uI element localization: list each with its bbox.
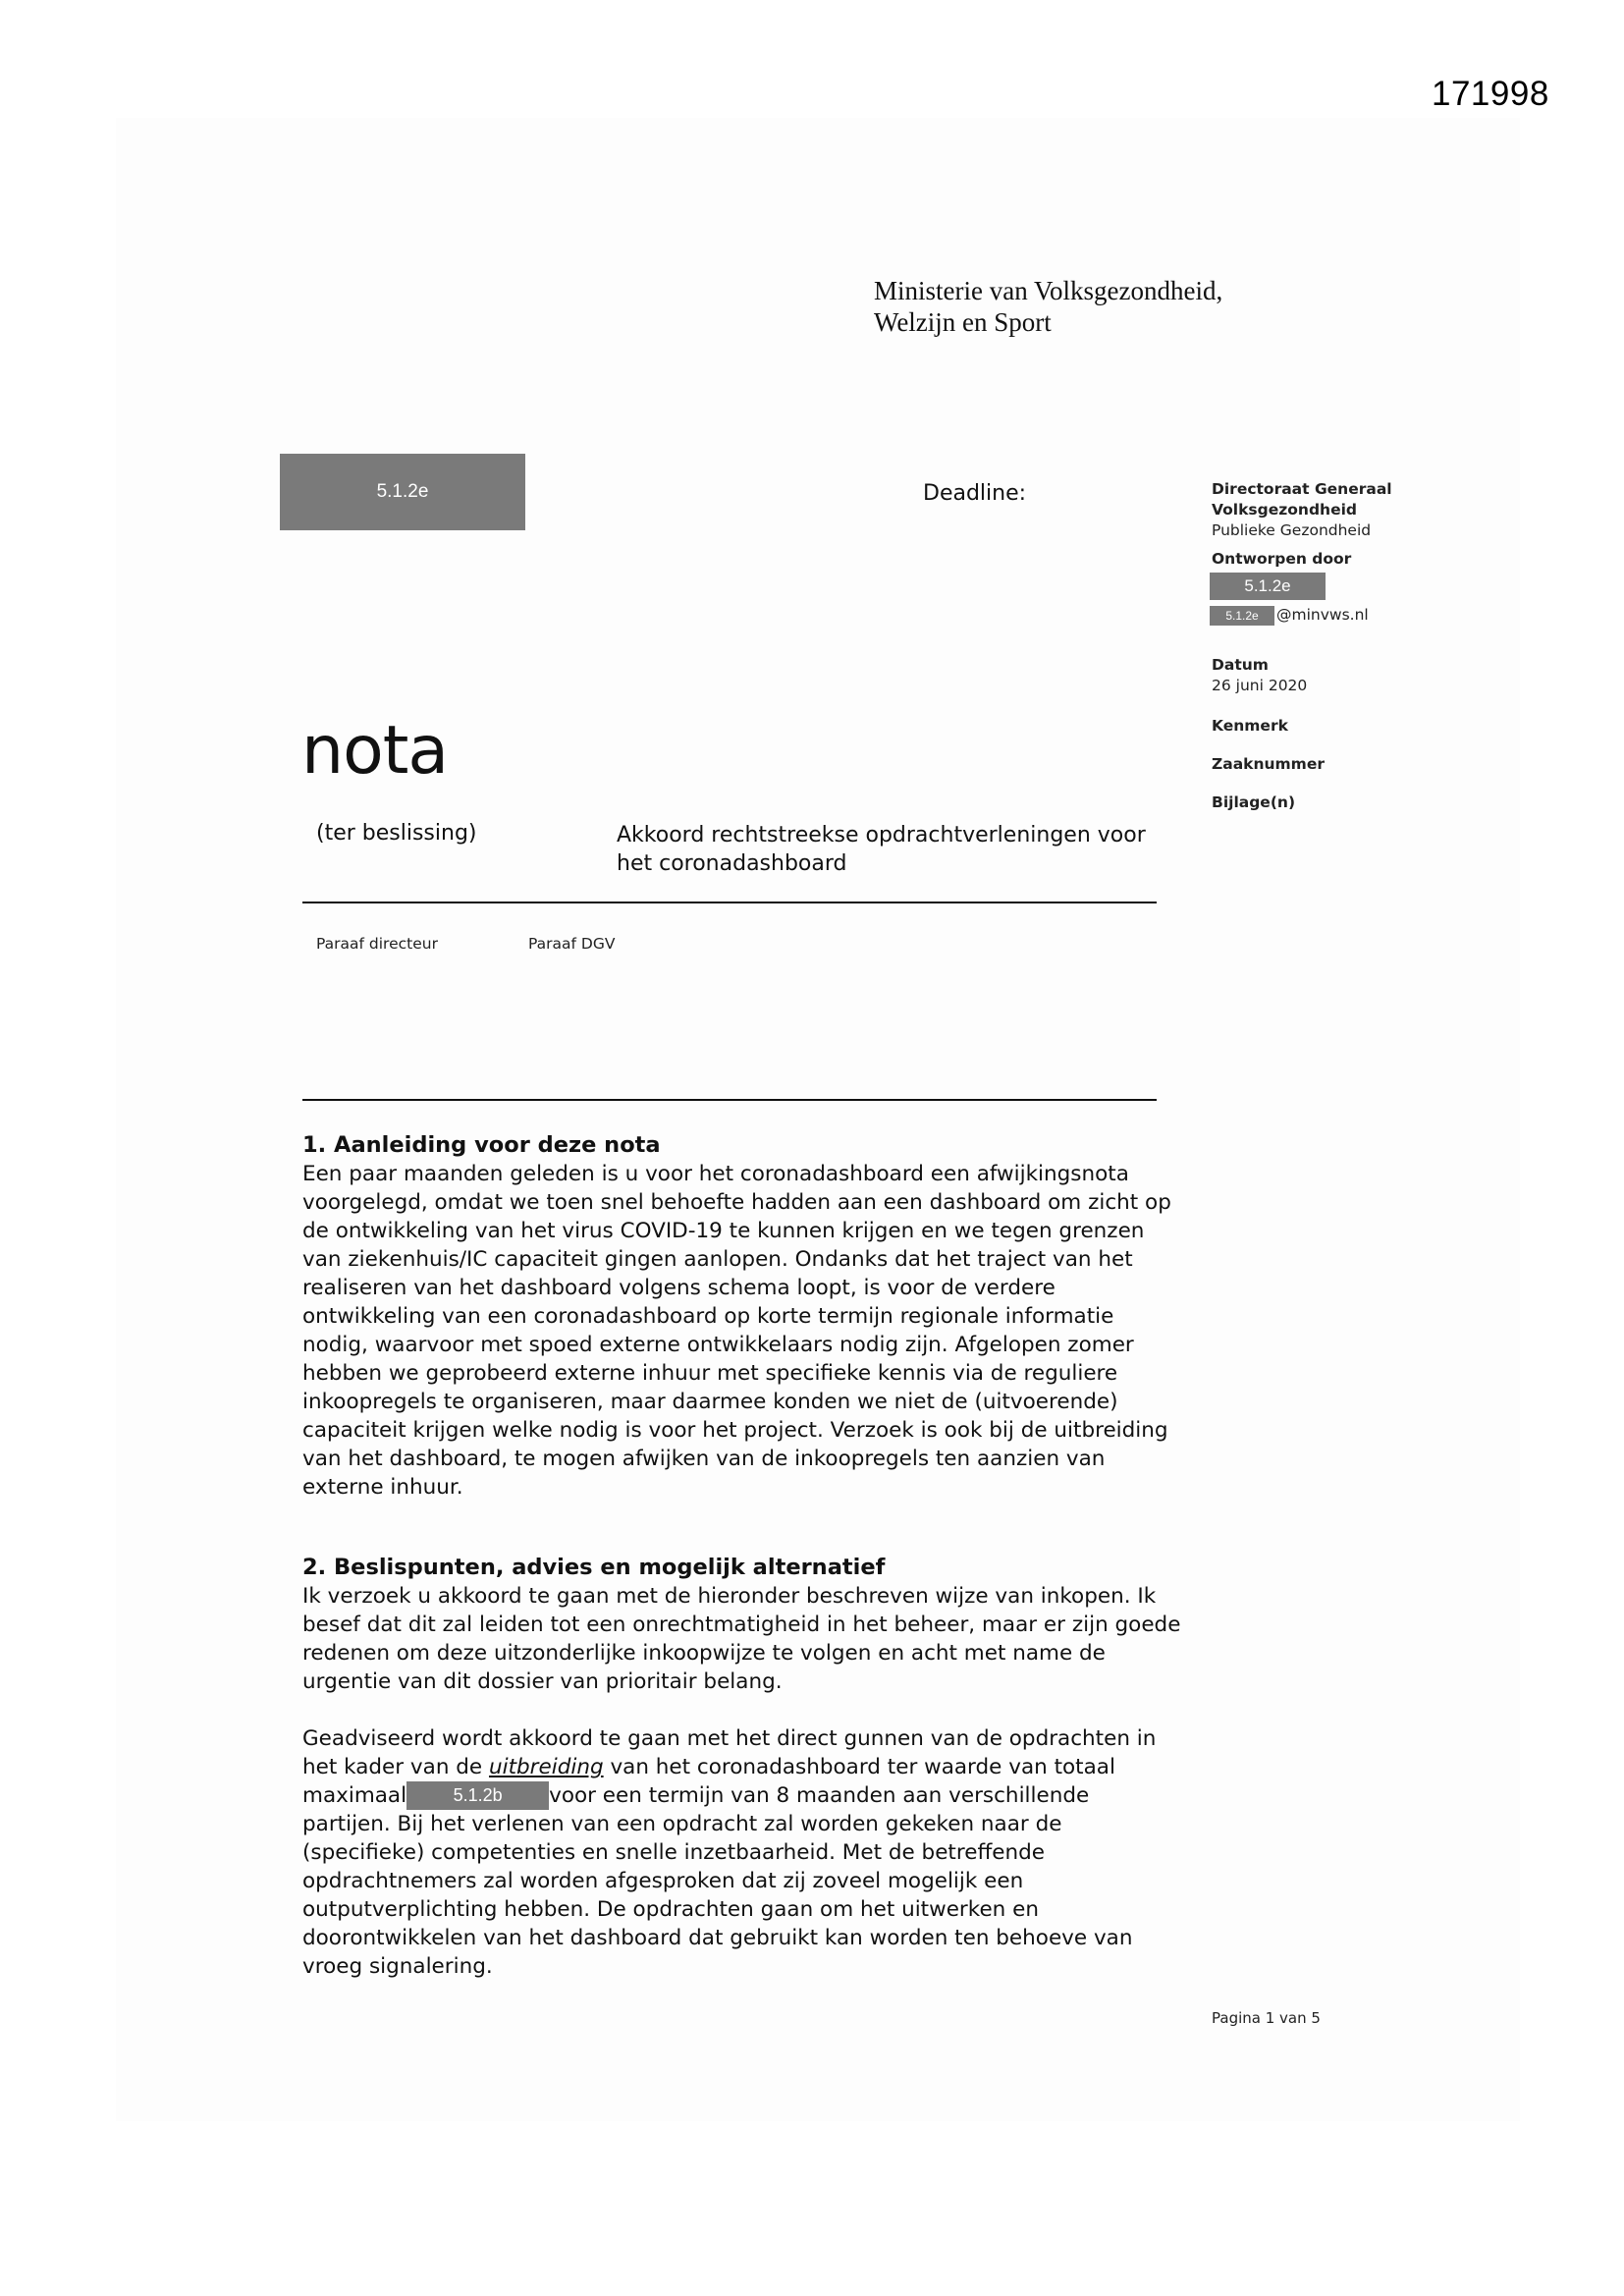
- email-suffix: @minvws.nl: [1276, 606, 1369, 624]
- text-segment: voor een termijn van 8 maanden aan verschillende: [549, 1783, 1090, 1808]
- section-1-line: externe inhuur.: [302, 1475, 463, 1500]
- section-2-p1-line: besef dat dit zal leiden tot een onrechtmatigheid in het beheer, maar er zijn goede: [302, 1613, 1181, 1637]
- nota-title: nota: [301, 712, 449, 790]
- section-2-p2-line: (specifieke) competenties en snelle inzetbaarheid. Met de betreffende: [302, 1840, 1045, 1865]
- section-1-line: ontwikkeling van een coronadashboard op korte termijn regionale informatie: [302, 1304, 1114, 1329]
- paraaf-director-label: Paraaf directeur: [316, 935, 438, 953]
- text-segment: het kader van de: [302, 1755, 489, 1779]
- attachments-label: Bijlage(n): [1212, 793, 1296, 811]
- redaction-block-top: 5.1.2e: [280, 454, 525, 530]
- text-segment: van het coronadashboard ter waarde van totaal: [603, 1755, 1115, 1779]
- amount-redaction: 5.1.2b: [406, 1781, 549, 1810]
- designed-by-redaction: 5.1.2e: [1210, 573, 1326, 600]
- section-1-line: van het dashboard, te mogen afwijken van de inkoopregels ten aanzien van: [302, 1447, 1106, 1471]
- emphasized-word: uitbreiding: [488, 1755, 604, 1779]
- section-1: [302, 1131, 1206, 1502]
- ministry-line-1: Ministerie van Volksgezondheid,: [874, 276, 1223, 305]
- section-1-line: realiseren van het dashboard volgens schema loopt, is voor de verdere: [302, 1276, 1056, 1300]
- section-1-line: voorgelegd, omdat we toen snel behoefte hadden aan een dashboard om zicht op: [302, 1190, 1171, 1215]
- document-number: 171998: [1432, 75, 1549, 113]
- divider-top: [302, 902, 1157, 903]
- section-1-heading: 1. Aanleiding voor deze nota: [302, 1132, 661, 1158]
- section-2-p2-line: vroeg signalering.: [302, 1954, 493, 1979]
- department-line-2: Volksgezondheid: [1212, 501, 1358, 519]
- section-2-p2-line: partijen. Bij het verlenen van een opdracht zal worden gekeken naar de: [302, 1812, 1062, 1836]
- department-line-3: Publieke Gezondheid: [1212, 521, 1372, 539]
- section-1-line: de ontwikkeling van het virus COVID-19 te kunnen krijgen en we tegen grenzen: [302, 1219, 1145, 1243]
- department-line-1: Directoraat Generaal: [1212, 480, 1392, 498]
- date-label: Datum: [1212, 656, 1269, 674]
- divider-bottom: [302, 1099, 1157, 1101]
- nota-subject: [617, 821, 1166, 878]
- email-line: [1210, 605, 1408, 626]
- date-value: 26 juni 2020: [1212, 677, 1308, 694]
- section-1-line: capaciteit krijgen welke nodig is voor het project. Verzoek is ook bij de uitbreiding: [302, 1418, 1168, 1443]
- section-2-p2-line-emph: [302, 1753, 1206, 1781]
- ministry-logo-text: [874, 275, 1222, 338]
- section-1-line: hebben we geprobeerd externe inhuur met specifieke kennis via de reguliere: [302, 1361, 1118, 1386]
- reference-label: Kenmerk: [1212, 717, 1288, 735]
- section-2-p1-line: Ik verzoek u akkoord te gaan met de hieronder beschreven wijze van inkopen. Ik: [302, 1584, 1157, 1609]
- section-2-p2-line: Geadviseerd wordt akkoord te gaan met het direct gunnen van de opdrachten in: [302, 1726, 1157, 1751]
- ministry-line-2: Welzijn en Sport: [874, 307, 1052, 337]
- section-2-p2-line: opdrachtnemers zal worden afgesproken dat zij zoveel mogelijk een: [302, 1869, 1024, 1893]
- email-redaction: 5.1.2e: [1210, 606, 1274, 626]
- section-2-p1-line: redenen om deze uitzonderlijke inkoopwijze te volgen en acht met name de: [302, 1641, 1106, 1666]
- section-2-p1-line: urgentie van dit dossier van prioritair belang.: [302, 1669, 783, 1694]
- section-2-heading: 2. Beslispunten, advies en mogelijk alternatief: [302, 1555, 886, 1580]
- section-2: [302, 1554, 1206, 1981]
- section-1-line: nodig, waarvoor met spoed externe ontwikkelaars nodig zijn. Afgelopen zomer: [302, 1333, 1134, 1357]
- section-1-line: inkoopregels te organiseren, maar daarmee konden we niet de (uitvoerende): [302, 1390, 1118, 1414]
- paraaf-dgv-label: Paraaf DGV: [528, 935, 616, 953]
- section-2-p2-line: doorontwikkelen van het dashboard dat gebruikt kan worden ten behoeve van: [302, 1926, 1133, 1950]
- section-2-p2-line: outputverplichting hebben. De opdrachten gaan om het uitwerken en: [302, 1897, 1039, 1922]
- section-2-p2-line-redacted: [302, 1781, 1206, 1810]
- subject-line-1: Akkoord rechtstreekse opdrachtverleningen voor: [617, 823, 1146, 847]
- designed-by-label: Ontworpen door: [1212, 550, 1352, 568]
- nota-type: (ter beslissing): [316, 821, 477, 846]
- subject-line-2: het coronadashboard: [617, 851, 847, 876]
- deadline-label: Deadline:: [923, 481, 1027, 506]
- text-segment: maximaal: [302, 1783, 407, 1808]
- case-number-label: Zaaknummer: [1212, 755, 1325, 773]
- metadata-sidebar: [1212, 479, 1408, 813]
- page-number: Pagina 1 van 5: [1212, 2009, 1321, 2027]
- section-1-line: Een paar maanden geleden is u voor het coronadashboard een afwijkingsnota: [302, 1162, 1129, 1186]
- section-1-line: van ziekenhuis/IC capaciteit gingen aanlopen. Ondanks dat het traject van het: [302, 1247, 1133, 1272]
